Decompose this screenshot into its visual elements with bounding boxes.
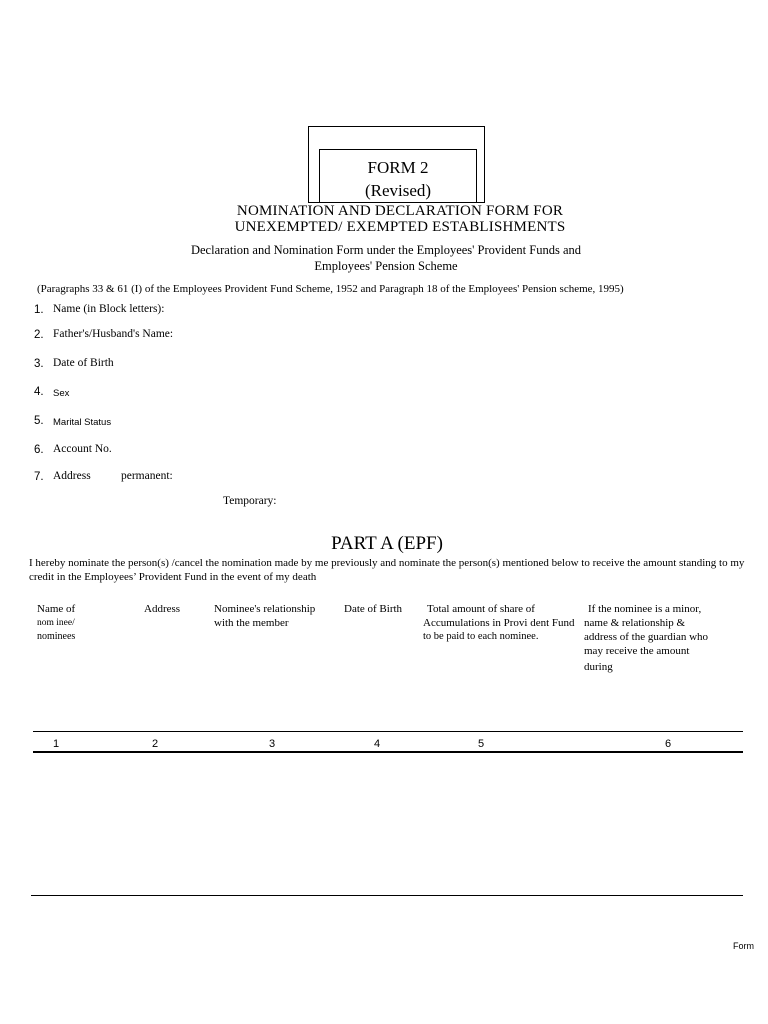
column-number-1: 1 xyxy=(53,738,60,750)
column-number-3: 3 xyxy=(269,738,276,750)
item-number: 5. xyxy=(34,415,44,427)
col-header-address: Address xyxy=(144,603,181,615)
table-bottom-rule xyxy=(31,895,743,896)
item-number: 2. xyxy=(34,329,44,341)
column-number-6: 6 xyxy=(665,738,672,750)
heading-line-1: NOMINATION AND DECLARATION FORM FOR xyxy=(236,203,564,219)
form-subtitle: (Revised) xyxy=(364,181,432,200)
address-temporary-label: Temporary: xyxy=(223,495,277,507)
sub-heading-line-1: Declaration and Nomination Form under the Employees' Provident Funds and xyxy=(190,243,582,257)
form-title: FORM 2 xyxy=(367,158,429,177)
col-header-guardian-line: may receive the amount xyxy=(584,645,690,657)
col-header-share-line: to be paid to each nominee. xyxy=(423,631,539,642)
item-label-name: Name (in Block letters): xyxy=(53,303,165,315)
column-number-2: 2 xyxy=(152,738,159,750)
item-label-sex: Sex xyxy=(53,388,70,399)
item-number: 4. xyxy=(34,386,44,398)
sub-heading-line-2: Employees' Pension Scheme xyxy=(314,259,458,273)
col-header-date-of-birth: Date of Birth xyxy=(344,603,403,615)
table-top-rule xyxy=(33,731,743,732)
part-a-statement: I hereby nominate the person(s) /cancel the nomination made by me previously and nominate the person(s) mentioned below to receive the amount standing to my credit in the Employees’ Provident Fund in the event of my death xyxy=(29,557,745,583)
item-label-address: Address xyxy=(53,470,91,482)
column-number-4: 4 xyxy=(374,738,381,750)
col-header-share xyxy=(423,602,575,644)
part-a-title: PART A (EPF) xyxy=(331,533,443,554)
footer-label: Form xyxy=(733,941,754,951)
item-label-father-husband-name: Father's/Husband's Name: xyxy=(53,328,174,340)
col-header-relationship-line: Nominee's relationship xyxy=(214,603,316,615)
col-header-guardian-line: address of the guardian who xyxy=(584,631,709,643)
col-header-share-line: Accumulations in Provi dent Fund xyxy=(423,617,575,629)
item-number: 6. xyxy=(34,444,44,456)
col-header-name xyxy=(37,602,75,644)
item-label-date-of-birth: Date of Birth xyxy=(53,357,114,369)
col-header-guardian-line: during xyxy=(584,661,613,673)
table-header-bottom-rule xyxy=(33,751,743,753)
col-header-share-line: Total amount of share of xyxy=(427,603,535,615)
col-header-name-line: nom inee/ xyxy=(37,618,75,628)
col-header-relationship xyxy=(214,602,315,630)
address-permanent-label: permanent: xyxy=(121,470,173,482)
col-header-relationship-line: with the member xyxy=(214,617,289,629)
paragraph-reference: (Paragraphs 33 & 61 (I) of the Employees Provident Fund Scheme, 1952 and Paragraph 18 of the Employees' Pension scheme, 1995) xyxy=(37,283,624,295)
item-label-marital-status: Marital Status xyxy=(53,417,112,428)
col-header-name-line: nominees xyxy=(37,631,76,642)
item-number: 1. xyxy=(34,304,44,316)
item-number: 3. xyxy=(34,358,44,370)
col-header-guardian-line: If the nominee is a minor, xyxy=(588,603,702,615)
column-number-5: 5 xyxy=(478,738,485,750)
col-header-guardian-line: name & relationship & xyxy=(584,617,686,629)
col-header-guardian xyxy=(584,602,708,674)
heading-line-2: UNEXEMPTED/ EXEMPTED ESTABLISHMENTS xyxy=(234,219,566,235)
item-number: 7. xyxy=(34,471,44,483)
col-header-name-line: Name of xyxy=(37,603,76,615)
item-label-account-no: Account No. xyxy=(53,443,112,455)
